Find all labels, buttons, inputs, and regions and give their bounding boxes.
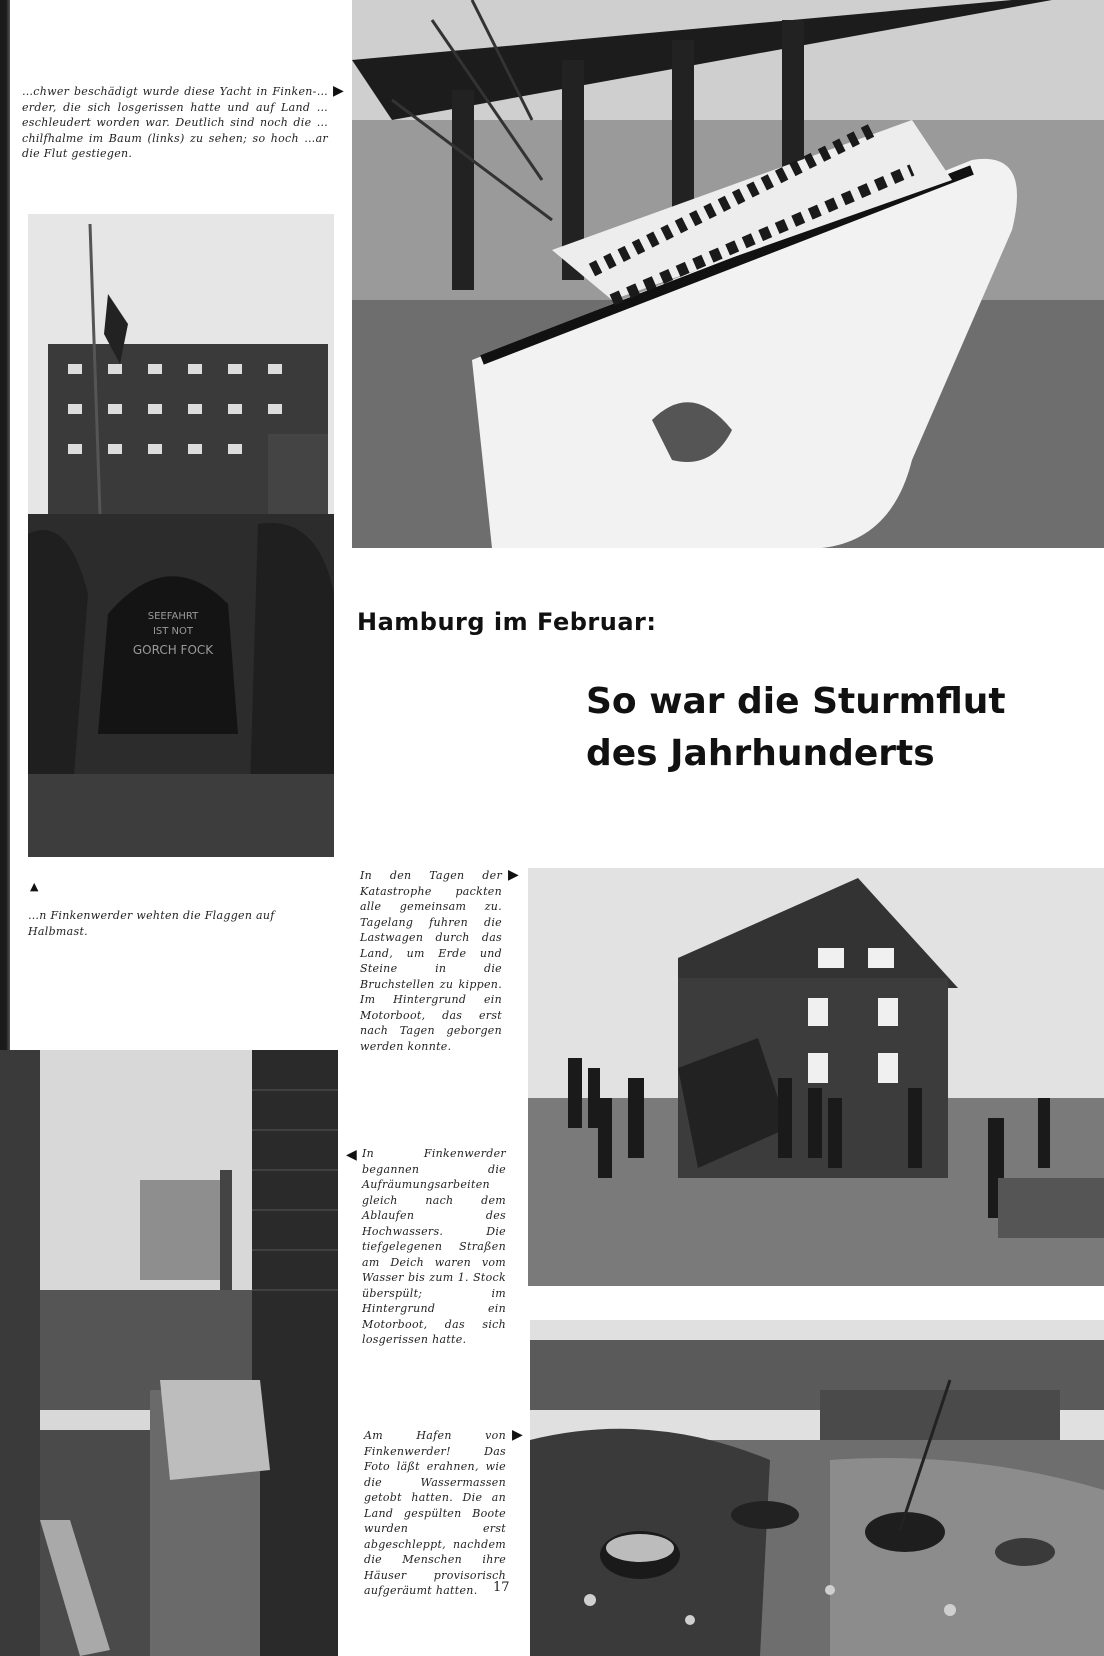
arrow-left-cleanup: ◀ — [346, 1147, 357, 1163]
photo-damaged-yacht — [352, 0, 1104, 548]
caption-flags: …n Finkenwerder wehten die Flaggen auf Halbmast. — [28, 909, 275, 938]
headline-kicker: Hamburg im Februar: — [357, 608, 657, 636]
stone-inscription-3: GORCH FOCK — [132, 643, 214, 657]
stone-inscription-2: IST NOT — [152, 626, 194, 637]
arrow-right-harbor: ▶ — [512, 1427, 523, 1443]
photo-harbor-boats — [530, 1320, 1104, 1656]
headline-title-line2: des Jahrhunderts — [586, 733, 935, 774]
photo-street-cleanup — [0, 1050, 338, 1656]
caption-cleanup: In Finkenwerder begannen die Aufräumungsarbeiten gleich nach dem Ablaufen des Hochwassers. Die tiefgelegenen Straßen am Deich waren vom Wasser bis zum 1. Stock überspült; im Hintergrund ein Motorboot, das sich losgerissen hatte. — [362, 1147, 506, 1346]
caption-harbor: Am Hafen von Finkenwerder! Das Foto läßt erahnen, wie die Wassermassen getobt hatten. Die an Land gespülten Boote wurden erst abgeschleppt, nachdem die Menschen ihre Häuser provisorisch aufgeräumt hatten. — [364, 1429, 506, 1597]
page-number: 17 — [493, 1580, 510, 1595]
caption-trucks: In den Tagen der Katastrophe packten alle gemeinsam zu. Tagelang fuhren die Lastwagen durch das Land, um Erde und Steine in die Bruchstellen zu kippen. Im Hintergrund ein Motorboot, das erst nach Tagen geborgen werden konnte. — [360, 869, 502, 1053]
photo-house-trucks — [528, 868, 1104, 1286]
photo-flags-halfmast — [28, 214, 334, 857]
arrow-up-flags: ▲ — [30, 880, 39, 893]
headline-title — [586, 676, 1056, 780]
arrow-right-yacht: ▶ — [333, 83, 344, 99]
caption-yacht: …chwer beschädigt wurde diese Yacht in Finken-…erder, die sich losgerissen hatte und auf Land …eschleudert worden war. Deutlich sind noch die …chilfhalme im Baum (links) zu sehen; so hoch …ar die Flut gestiegen. — [22, 85, 328, 160]
stone-inscription-1: SEEFAHRT — [147, 611, 199, 622]
headline-title-line1: So war die Sturmflut — [586, 681, 1006, 722]
arrow-right-trucks: ▶ — [508, 867, 519, 883]
